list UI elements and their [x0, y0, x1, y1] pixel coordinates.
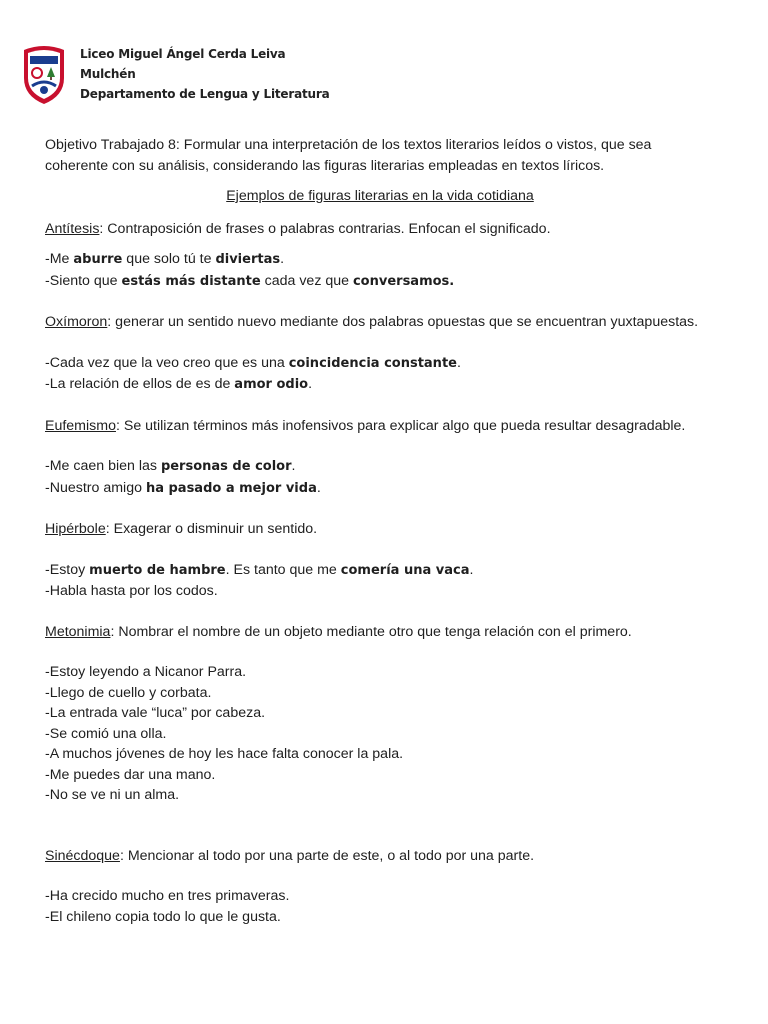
metonimia-example: -Estoy leyendo a Nicanor Parra. — [45, 664, 247, 680]
school-crest-logo — [22, 44, 66, 106]
oximoron-term: Oxímoron — [45, 314, 108, 330]
eufemismo-example-2: -Nuestro amigo ha pasado a mejor vida. — [45, 479, 321, 496]
school-name: Liceo Miguel Ángel Cerda Leiva — [80, 47, 286, 61]
letterhead — [22, 44, 329, 106]
metonimia-term: Metonimia — [45, 623, 111, 640]
metonimia-example: -La entrada vale “luca” por cabeza. — [45, 705, 266, 721]
sinecdoque-example: -Ha crecido mucho en tres primaveras. — [45, 888, 290, 904]
metonimia-definition: Metonimia: Nombrar el nombre de un objeto mediante otro que tenga relación con el primero. — [45, 623, 632, 640]
document-body — [45, 135, 715, 927]
metonimia-example: -Llego de cuello y corbata. — [45, 684, 212, 701]
page-title: Ejemplos de figuras literarias en la vida cotidiana — [226, 188, 534, 204]
objective-text: Objetivo Trabajado 8: Formular una interpretación de los textos literarios leídos o vistos, que sea coherente con su análisis, considerando las figuras literarias empleadas en textos líricos. — [45, 137, 652, 174]
metonimia-example: -A muchos jóvenes de hoy les hace falta conocer la pala. — [45, 746, 404, 762]
metonimia-example: -No se ve ni un alma. — [45, 787, 180, 803]
school-department: Departamento de Lengua y Literatura — [80, 87, 330, 101]
oximoron-example-1: -Cada vez que la veo creo que es una coincidencia constante. — [45, 354, 461, 371]
oximoron-definition: Oxímoron: generar un sentido nuevo mediante dos palabras opuestas que se encuentran yuxtapuestas. — [45, 314, 699, 330]
eufemismo-example-1: -Me caen bien las personas de color. — [45, 458, 296, 474]
hiperbole-term: Hipérbole — [45, 521, 106, 537]
metonimia-example: -Me puedes dar una mano. — [45, 766, 216, 783]
antitesis-term: Antítesis — [45, 220, 100, 237]
eufemismo-definition: Eufemismo: Se utilizan términos más inofensivos para explicar algo que pueda resultar desagradable. — [45, 417, 686, 434]
sinecdoque-definition: Sinécdoque: Mencionar al todo por una parte de este, o al todo por una parte. — [45, 847, 535, 864]
sinecdoque-example: -El chileno copia todo lo que le gusta. — [45, 908, 281, 925]
school-city: Mulchén — [80, 67, 136, 81]
metonimia-example: -Se comió una olla. — [45, 725, 167, 742]
hiperbole-definition: Hipérbole: Exagerar o disminuir un sentido. — [45, 521, 318, 537]
hiperbole-example-1: -Estoy muerto de hambre. Es tanto que me comería una vaca. — [45, 561, 474, 578]
hiperbole-example-2: -Habla hasta por los codos. — [45, 583, 218, 599]
oximoron-example-2: -La relación de ellos de es de amor odio. — [45, 376, 313, 392]
antitesis-example-2: -Siento que estás más distante cada vez que conversamos. — [45, 272, 455, 289]
eufemismo-term: Eufemismo — [45, 417, 116, 434]
sinecdoque-term: Sinécdoque — [45, 847, 120, 864]
antitesis-example-1: -Me aburre que solo tú te diviertas. — [45, 251, 285, 267]
antitesis-definition: Antítesis: Contraposición de frases o palabras contrarias. Enfocan el significado. — [45, 220, 551, 237]
